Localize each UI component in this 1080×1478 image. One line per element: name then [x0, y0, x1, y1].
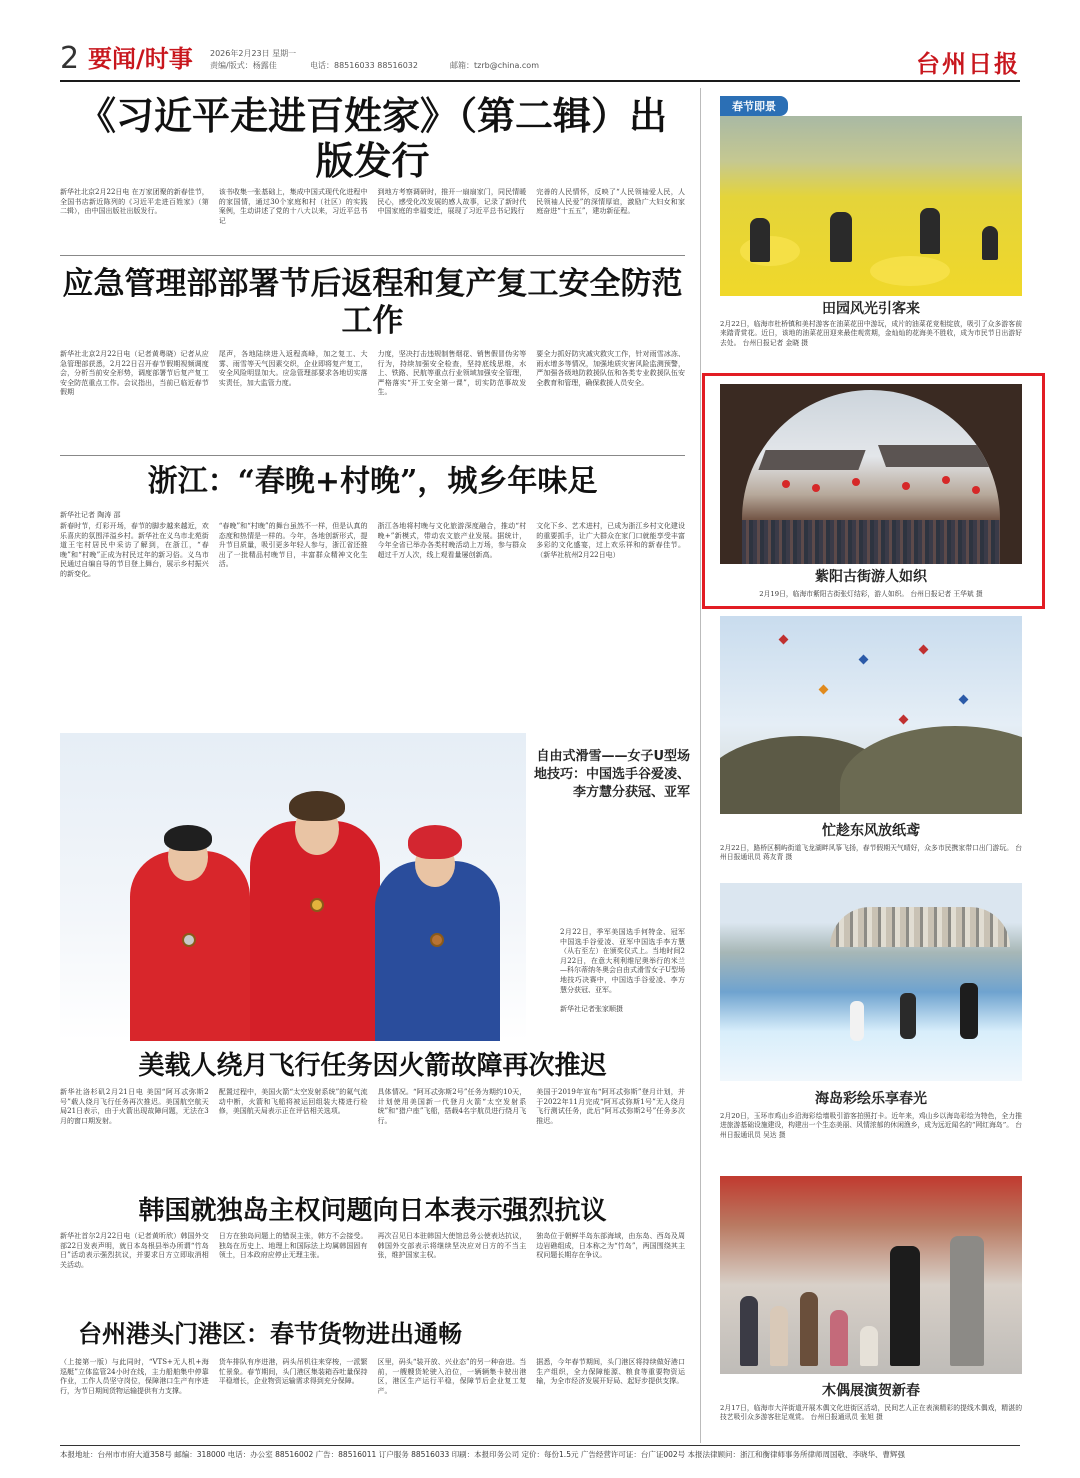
flower-patch — [870, 256, 950, 286]
visitor-figure — [960, 983, 978, 1039]
article-column: 尾声，各地陆续进入返程高峰，加之复工、大雾、雨雪等天气因素交织，企业即将复产复工，安全风险明显加大。应急管理部要求各地切实落实责任，加大监管力度。 — [218, 350, 368, 387]
kite — [959, 695, 969, 705]
rapeseed-field-photo — [720, 116, 1022, 296]
article-column: 新华社洛杉矶2月21日电 美国“阿耳忒弥斯2号”载人绕月飞行任务再次推迟。美国航空航天局21日表示，由于火箭出现故障问题，无法在3月的窗口期发射。 — [60, 1088, 209, 1125]
headline-emergency: 应急管理部部署节后返程和复产复工安全防范工作 — [62, 266, 683, 339]
skier-figure — [375, 861, 500, 1041]
photo-caption — [720, 844, 1022, 863]
article-column: 完善的人民情怀，反映了“人民领袖爱人民，人民领袖人民爱”的深情厚谊，激励广大妇女和家庭奋进“十五五”，建功新征程。 — [536, 188, 685, 216]
article-column: 文化下乡、艺术进村，已成为浙江乡村文化建设的重要抓手，让广大群众在家门口就能享受丰富多彩的文化盛宴，过上欢乐祥和的新春佳节。（新华社杭州2月22日电） — [536, 522, 685, 559]
bronze-medal — [430, 933, 444, 947]
kite-flying-photo — [720, 616, 1022, 814]
photo-credit: 台州日报通讯员 蒋友青 摄 — [720, 844, 1022, 862]
photo-title: 木偶展演贺新春 — [822, 1383, 920, 1399]
skier-hair — [164, 825, 212, 851]
highlight-box — [702, 373, 1045, 609]
photo-caption-text: 2月22日，临海市杜桥镇和美村游客在油菜花田中游玩，成片的油菜花竞相绽放，吸引了众多游客前来踏青赏花。近日，该地的油菜花田迎来最佳观赏期，金灿灿的花海美不胜收，成为市民节日出游好去处。 — [720, 320, 1022, 347]
visitor-figure — [982, 226, 998, 260]
article-column: 再次召见日本驻韩国大使馆总务公使表达抗议，韩国外交部表示将继续坚决应对日方的不当主张，维护国家主权。 — [377, 1232, 527, 1260]
photo-caption — [720, 1404, 1022, 1423]
divider — [60, 255, 685, 256]
island-mural-photo — [720, 883, 1022, 1081]
article-column: 新华社首尔2月22日电（记者黄昕欣）韩国外交部22日发表声明，就日本岛根县举办所谓“竹岛日”活动表示强烈抗议，并要求日方立即取消相关活动。 — [60, 1232, 209, 1269]
visitor-figure — [900, 993, 916, 1039]
kite — [919, 645, 929, 655]
photo-credit: 台州日报通讯员 吴达 摄 — [720, 1121, 1022, 1139]
article-column: 该书收集一张基础上，集成中国式现代化进程中的家国情，通过30个家庭和村（社区）的实践案例，生动讲述了党的十八大以来，习近平总书记 — [218, 188, 368, 225]
puppet-show-photo — [720, 1176, 1022, 1374]
skier-hair — [289, 791, 345, 821]
ski-credit: 新华社记者张家顺摄 — [560, 1004, 623, 1013]
photo-title: 忙趁东风放纸鸢 — [822, 823, 920, 839]
flower-patch — [740, 236, 800, 266]
ski-caption-text: 2月22日，季军美国选手何特金、冠军中国选手谷爱凌、亚军中国选手李方慧（从右至左）在颁奖仪式上。当地时间2月22日，在意大利利维尼奥举行的米兰—科尔蒂纳冬奥会自由式滑雪女子U型场地技巧决赛中，中国选手谷爱凌、李方慧分获冠、亚军。 — [560, 928, 685, 994]
headline-artemis: 美载人绕月飞行任务因火箭故障再次推迟 — [138, 1051, 607, 1081]
article-column: 具体情况。“阿耳忒弥斯2号”任务为期约10天，计划使用美国新一代登月火箭“太空发射系统”和“猎户座”飞船，搭载4名宇航员进行绕月飞行。 — [377, 1088, 527, 1125]
article-column: 美国于2019年宣布“阿耳忒弥斯”登月计划，并于2022年11月完成“阿耳忒弥斯1号”无人绕月飞行测试任务，此后“阿耳忒弥斯2号”任务多次推迟。 — [536, 1088, 685, 1125]
article-column: 货车排队有序进港，码头吊机往来穿梭，一派繁忙景象。春节期间，头门港区集装箱吞吐量保持平稳增长，企业物资运输需求得到充分保障。 — [218, 1358, 368, 1386]
visitor-figure — [830, 212, 852, 262]
article-column: 要全力抓好防灾减灾救灾工作，针对雨雪冰冻、雨水增多等情况，加强地质灾害风险监测预警，严加强各级地防救援队伍和各类专业救援队伍安全教育和管理，确保救援人员安全。 — [536, 350, 685, 387]
photo-title: 海岛彩绘乐享春光 — [815, 1091, 927, 1107]
visitor-figure — [850, 1001, 864, 1041]
hillside-town — [830, 907, 1010, 947]
footer-info: 本报地址：台州市市府大道358号 邮编：318000 电话：办公室 88516002 广告：88516011 订户服务 88516033 印刷：本报印务公司 定价：每份1.5元 广告经营许可证：台广证002号 本报法律顾问：浙江和衡律师事务所律师周国敬、李晓华、曹辉强 — [60, 1445, 1020, 1461]
silver-medal — [182, 933, 196, 947]
spectator-figure — [770, 1306, 788, 1366]
visitor-figure — [750, 218, 770, 262]
kite — [779, 635, 789, 645]
article-column: 力度，坚决打击违规制售烟花、销售假冒伪劣等行为，持续加强安全检查，坚持底线思维，水上、铁路、民航等重点行业领域加强安全管理，严格落实“开工安全第一课”，切实防范事故发生。 — [377, 350, 527, 397]
section-name: 要闻/时事 — [88, 45, 193, 73]
kite — [859, 655, 869, 665]
ski-headline: 自由式滑雪——女子U型场地技巧：中国选手谷爱凌、李方慧分获冠、亚军 — [533, 749, 690, 800]
photo-title: 紫阳古街游人如织 — [815, 569, 927, 585]
puppet-figure — [860, 1326, 878, 1366]
article-column: 据悉，今年春节期间，头门港区将持续做好港口生产组织，全力保障能源、粮食等重要物资运输，为全市经济发展开好局、起好步提供支撑。 — [536, 1358, 685, 1386]
divider — [60, 455, 685, 456]
article-zhejiang-body — [60, 522, 685, 722]
issue-date: 2026年2月23日 星期一 — [210, 49, 297, 58]
article-column: 新华社北京2月22日电 在万家团聚的新春佳节，全国书店新近陈列的《习近平走进百姓家》（第二辑），由中国出版社出版发行。 — [60, 188, 209, 216]
article-column: 独岛位于朝鲜半岛东部海域，由东岛、西岛及周边岩礁组成，日本称之为“竹岛”，两国围绕其主权问题长期存在争议。 — [536, 1232, 685, 1260]
skier-helmet — [408, 825, 462, 859]
spectator-figure — [800, 1292, 818, 1366]
article-column: 新华社北京2月22日电（记者黄粤晓）记者从应急管理部获悉，2月22日召开春节假期视频调度会，分析当前安全形势，调度部署节后复产复工安全防范重点工作。会议指出，当前已临近春节假期 — [60, 350, 209, 397]
phone: 电话：88516033 88516032 — [310, 61, 418, 70]
performer-figure — [950, 1236, 984, 1366]
article-column: 区里，码头“装开放、兴业态”的另一种奋进。当前，一艘艘货轮驶入泊位，一辆辆集卡驶出港区，港区生产运行平稳，保障节后企业复工复产。 — [377, 1358, 527, 1395]
newspaper-logo: 台州日报 — [916, 49, 1020, 78]
column-divider — [700, 88, 701, 1443]
kite — [899, 715, 909, 725]
masthead — [60, 40, 1020, 82]
article-xi-body — [60, 188, 685, 248]
photo-caption-text: 2月22日，路桥区桐屿街道飞龙湖畔风筝飞扬，春节假期天气晴好，众多市民携家带口出门游玩。 — [720, 844, 1013, 852]
headline-zhejiang: 浙江：“春晚+村晚”，城乡年味足 — [147, 464, 598, 499]
spectator-figure — [830, 1310, 848, 1366]
ski-podium-photo — [60, 733, 526, 1041]
photo-credit: 台州日报记者 王华斌 摄 — [910, 590, 983, 598]
article-column: 配置过程中，美国火箭“太空发射系统”的氦气流动中断，火箭和飞船将被运回组装大楼进行检修，美国航天局表示正在评估相关选项。 — [218, 1088, 368, 1116]
article-column: （上接第一版）与此同时，“VTS+无人机+海巡艇”立体监管24小时在线，主力船舶集中停靠作业，工作人员坚守岗位，保障港口生产有序进行，为节日期间货物运输提供有力支撑。 — [60, 1358, 209, 1395]
article-column: 新春时节，灯彩开场，春节的脚步越来越近，欢乐喜庆的氛围洋溢乡村。新华社在义乌市北苑街道王宅村居民中采访了解到，在浙江，“春晚”和“村晚”正成为村民过年的新习俗。义乌市民通过自编自导的节目登上舞台，展示乡村振兴的新变化。 — [60, 522, 209, 578]
spectator-figure — [740, 1296, 758, 1366]
article-column: 日方在独岛问题上的错误主张，韩方不会接受。独岛在历史上、地理上和国际法上均属韩国固有领土，日本政府应停止无理主张。 — [218, 1232, 368, 1260]
ski-caption — [560, 928, 685, 1014]
sidebar-label: 春节即景 — [720, 96, 788, 116]
editor: 责编/版式：杨露佳 — [210, 61, 277, 70]
article-port-body — [60, 1358, 685, 1438]
visitor-figure — [920, 208, 940, 254]
headline-korea: 韩国就独岛主权问题向日本表示强烈抗议 — [138, 1196, 607, 1226]
gold-medal — [310, 898, 324, 912]
kite — [819, 685, 829, 695]
photo-caption-text: 2月20日，玉环市鸡山乡沿海彩绘墙吸引游客拍照打卡。近年来，鸡山乡以海岛彩绘为特色，全力推进旅游基础设施建设，构建出一个生态美丽、风情浓郁的休闲渔乡，成为远近闻名的“网红海岛”。 — [720, 1112, 1022, 1130]
article-column: 浙江各地将村晚与文化旅游深度融合，推动“村晚+”新模式，带动农文旅产业发展。据统计，今年全省已举办各类村晚活动上万场，参与群众超过千万人次，线上观看量屡创新高。 — [377, 522, 527, 559]
photo-credit: 台州日报通讯员 张旭 摄 — [810, 1413, 883, 1422]
photo-caption-text: 2月17日，临海市大洋街道开展木偶文化进街区活动，民间艺人正在表演精彩的提线木偶戏，精湛的技艺吸引众多游客驻足观赏。 — [720, 1404, 1022, 1422]
article-column: 到地方考察调研时，推开一扇扇家门，同民情暖民心，感受化改发展的感人故事，记录了新时代中国家庭的幸福变迁，展现了习近平总书记践行 — [377, 188, 527, 216]
byline: 新华社记者 陶涛 邵 — [60, 511, 121, 519]
photo-title: 田园风光引客来 — [822, 301, 920, 317]
hill — [840, 726, 1022, 814]
performer-figure — [890, 1246, 920, 1366]
photo-credit: 台州日报记者 金晓 摄 — [742, 338, 809, 347]
headline-port: 台州港头门港区：春节货物进出通畅 — [78, 1319, 462, 1348]
photo-caption-text: 2月19日，临海市紫阳古街张灯结彩，游人如织。 — [759, 590, 909, 598]
photo-caption — [720, 320, 1022, 364]
article-column: “春晚”和“村晚”的舞台虽然不一样，但是认真的态度和热情是一样的。今年，各地创新形式，提升节目质量，吸引更多年轻人参与，浙江省还推出了一批精品村晚节目，丰富群众精神文化生活。 — [218, 522, 368, 569]
photo-caption — [720, 1112, 1022, 1140]
article-artemis-body — [60, 1088, 685, 1188]
email[interactable]: 邮箱：tzrb@china.com — [450, 61, 539, 70]
article-korea-body — [60, 1232, 685, 1312]
headline-xi-book: 《习近平走进百姓家》（第二辑）出版发行 — [77, 93, 667, 183]
page-number: 2 — [60, 41, 80, 76]
article-emergency-body — [60, 350, 685, 450]
